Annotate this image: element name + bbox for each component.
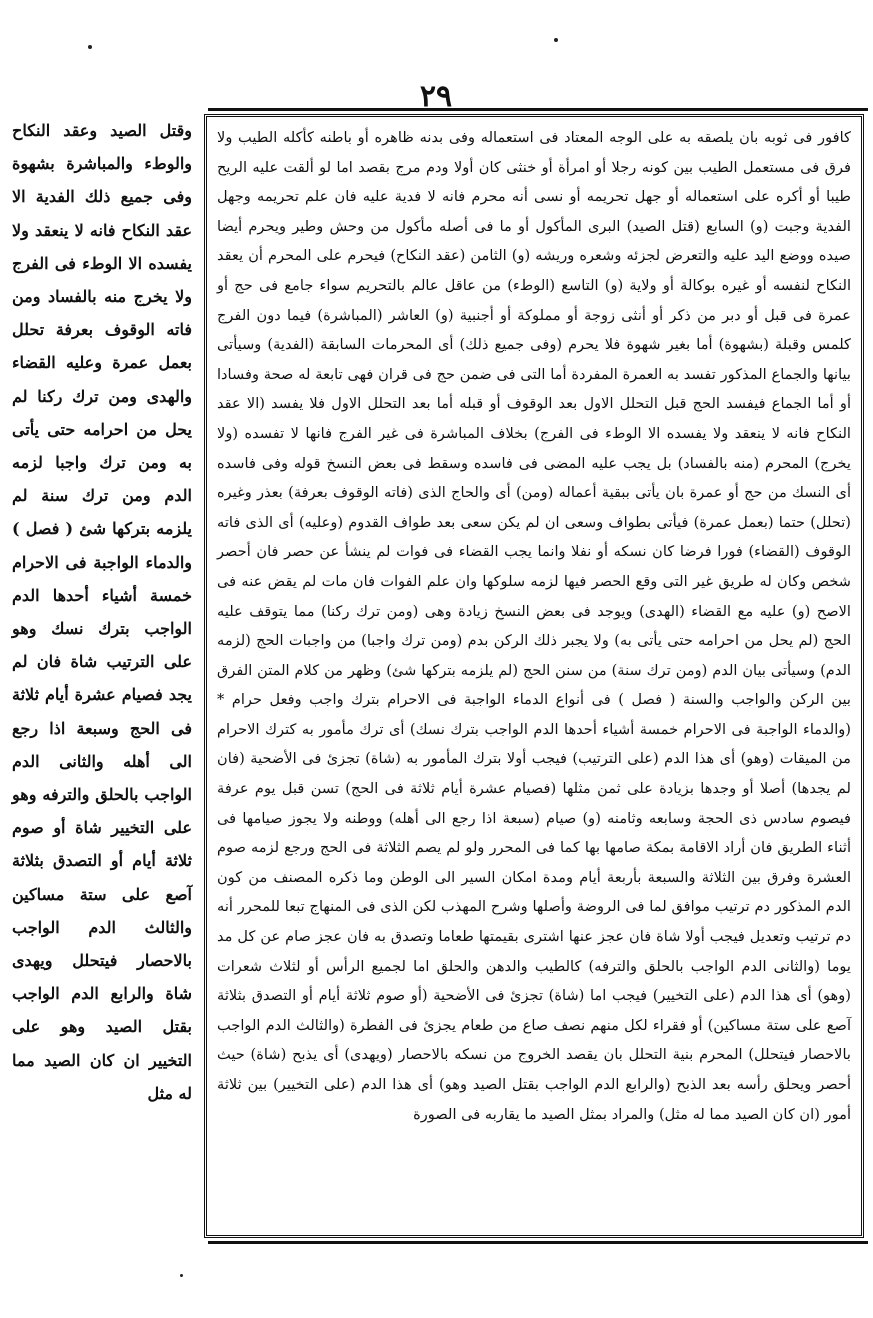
page-number: ٢٩ [419, 79, 453, 114]
ink-speck [180, 1274, 183, 1277]
bottom-rule [208, 1241, 868, 1244]
margin-matn-column [8, 114, 196, 1234]
main-text-frame [204, 114, 864, 1238]
ink-speck [88, 45, 92, 49]
ink-speck [554, 38, 558, 42]
margin-matn-text: وقتل الصيد وعقد النكاح والوطء والمباشرة بشهوة وفى جميع ذلك الفدية الا عقد النكاح فانه لا ينعقد ولا يفسده الا الوطء فى الفرج ولا يخرج منه بالفساد ومن فاته الوقوف بعرفة تحلل بعمل عمرة وعليه القضاء والهدى ومن ترك ركنا لم يحل من احرامه حتى يأتى به ومن ترك واجبا لزمه الدم ومن ترك سنة لم يلزمه بتركها شئ ( فصل ) والدماء الواجبة فى الاحرام خمسة أشياء أحدها الدم الواجب بترك نسك وهو على الترتيب شاة فان لم يجد فصيام عشرة أيام ثلاثة فى الحج وسبعة اذا رجع الى أهله والثانى الدم الواجب بالحلق والترفه وهو على التخيير شاة أو صوم ثلاثة أيام أو التصدق بثلاثة آصع على ستة مساكين والثالث الدم الواجب بالاحصار فيتحلل ويهدى شاة والرابع الدم الواجب بقتل الصيد وهو على التخيير ان كان الصيد مما له مثل [12, 121, 192, 1103]
top-rule [208, 108, 868, 111]
main-commentary-text: كافور فى ثوبه بان يلصقه به على الوجه المعتاد فى استعماله وفى بدنه ظاهره أو باطنه كأكله الطيب ولا فرق فى مستعمل الطيب بين كونه رجلا أو امرأة أو خنثى كان أولا ودم مرج بقصد اما لو ألقت عليه الريح طيبا أو أكره على استعماله أو جهل تحريمه أو نسى أنه محرم فانه لا فدية عليه فان علم تحريمه وجهل الفدية وجبت (و) السابع (قتل الصيد) البرى المأكول أو ما فى أصله مأكول من وحش وطير ويحرم أيضا صيده ووضع اليد عليه والتعرض لجزئه وشعره وريشه (و) الثامن (عقد النكاح) فيحرم على المحرم أن يعقد النكاح لنفسه أو غيره بوكالة أو ولاية (و) التاسع (الوطء) من عاقل عالم بالتحريم سواء جامع فى حج أو عمرة فى قبل أو دبر من ذكر أو أنثى زوجة أو مملوكة أو أجنبية (و) العاشر (المباشرة) فيما دون الفرج كلمس وقبلة (بشهوة) أما بغير شهوة فلا يحرم (وفى جميع ذلك) أى المحرمات السابقة (الفدية) وسيأتى بيانها والجماع المذكور تفسد به العمرة المفردة أما التى فى ضمن حج فى قران فهى تابعة له صحة وفسادا أو أما الجماع فيفسد الحج قبل التحلل الاول بعد الوقوف أو قبله أما بعد التحلل الاول فلا يفسد (الا عقد النكاح فانه لا ينعقد ولا يفسده الا الوطء فى الفرج) بخلاف المباشرة فى غير الفرج فانها لا تفسده (ولا يخرج) المحرم (منه بالفساد) بل يجب عليه المضى فى فاسده وسقط فى بعض النسخ قوله وفى فاسده أى النسك من حج أو عمرة بان يأتى ببقية أعماله (ومن) أى والحاج الذى (فاته الوقوف بعرفة) بعذر وغيره (تحلل) حتما (بعمل عمرة) فيأتى بطواف وسعى ان لم يكن سعى بعد طواف القدوم (وعليه) أى الذى فاته الوقوف (القضاء) فورا فرضا كان نسكه أو نفلا وانما يجب القضاء فى فوات لم ينشأ عن حصر فان أحصر شخص وكان له طريق غير التى وقع الحصر فيها لزمه سلوكها وان علم الفوات فان مات لم يقض عنه فى الاصح (و) عليه مع القضاء (الهدى) ويوجد فى بعض النسخ زيادة وهى (ومن ترك ركنا) مما يتوقف عليه الحج (لم يحل من احرامه حتى يأتى به) ولا يجبر ذلك الركن بدم (ومن ترك واجبا) من واجبات الحج (لزمه الدم) وسيأتى بيان الدم (ومن ترك سنة) من سنن الحج (لم يلزمه بتركها شئ) وظهر من كلام المتن الفرق بين الركن والواجب والسنة ( فصل ) فى أنواع الدماء الواجبة فى الاحرام بترك واجب وفعل حرام * (والدماء الواجبة فى الاحرام خمسة أشياء أحدها الدم الواجب بترك نسك) أى ترك مأمور به كترك الاحرام من الميقات (وهو) أى هذا الدم (على الترتيب) فيجب أولا بترك المأمور به (شاة) تجزئ فى الأضحية (فان لم يجدها) أصلا أو وجدها بزيادة على ثمن مثلها (فصيام عشرة أيام ثلاثة فى الحج) تسن قبل يوم عرفة فيصوم سادس ذى الحجة وسابعه وثامنه (و) صيام (سبعة اذا رجع الى أهله) ووطنه ولا يجوز صيامها فى أثناء الطريق فان أراد الاقامة بمكة صامها بها كما فى المحرر ولو لم يصم الثلاثة فى الحج ورجع لزمه صوم العشرة وفرق بين الثلاثة والسبعة بأربعة أيام ومدة امكان السير الى الوطن وما ذكره المصنف من كون الدم المذكور دم ترتيب موافق لما فى الروضة وأصلها وشرح المهذب لكن الذى فى المنهاج تبعا للمحرر أنه دم ترتيب وتعديل فيجب أولا شاة فان عجز عنها اشترى بقيمتها طعاما وتصدق به فان عجز صام عن كل مد يوما (والثانى الدم الواجب بالحلق والترفه) كالطيب والدهن والحلق اما لجميع الرأس أو لثلاث شعرات (وهو) أى هذا الدم (على التخيير) فيجب اما (شاة) تجزئ فى الأضحية (أو صوم ثلاثة أيام أو التصدق بثلاثة آصع على ستة مساكين) أو فقراء لكل منهم نصف صاع من طعام يجزئ فى الفطرة (والثالث الدم الواجب بالاحصار فيتحلل) المحرم بنية التحلل بان يقصد الخروج من نسكه بالاحصار (ويهدى) أى يذبح (شاة) حيث أحصر ويحلق رأسه بعد الذبح (والرابع الدم الواجب بقتل الصيد وهو) أى هذا الدم (على التخيير) بين ثلاثة أمور (ان كان الصيد مما له مثل) والمراد بمثل الصيد ما يقاربه فى الصورة [217, 129, 851, 1123]
